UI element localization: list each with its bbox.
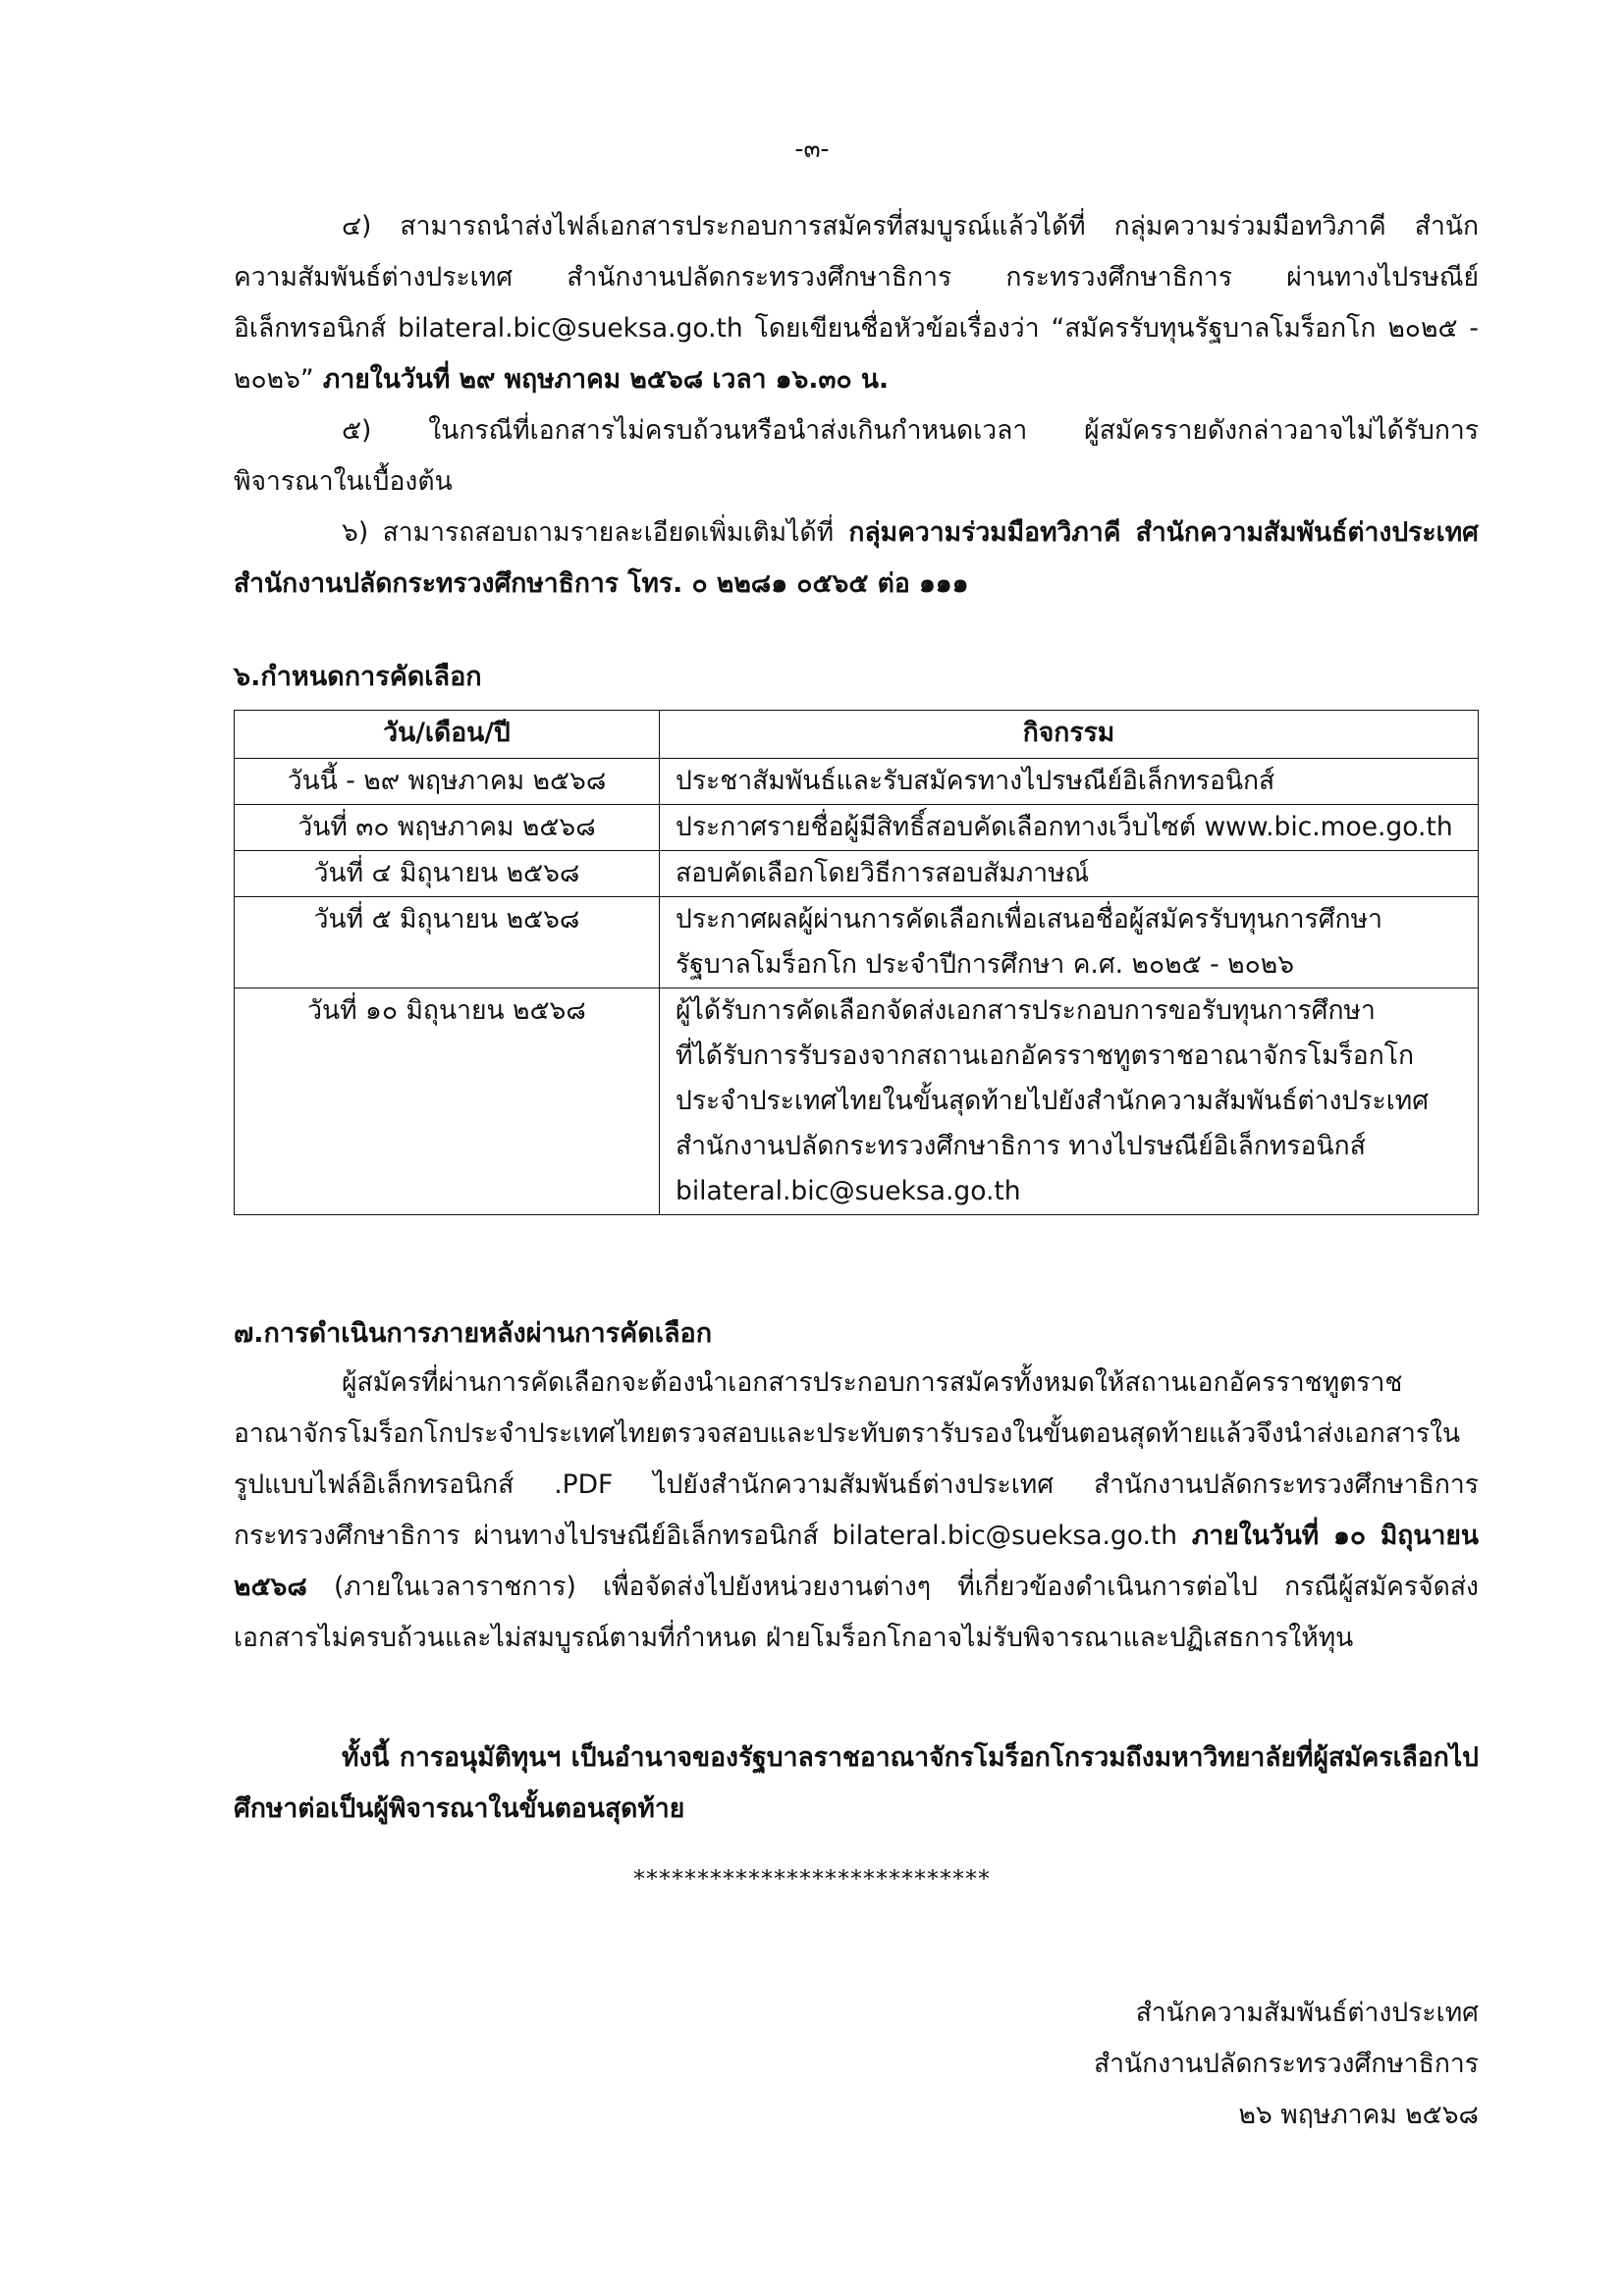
row-activity xyxy=(660,759,1479,805)
activity-line: สำนักงานปลัดกระทรวงศึกษาธิการ ทางไปรษณีย์อิเล็กทรอนิกส์ xyxy=(676,1131,1366,1161)
paragraph-item-4 xyxy=(234,201,1479,405)
activity-line: ประกาศรายชื่อผู้มีสิทธิ์สอบคัดเลือกทางเว็บไซต์ www.bic.moe.go.th xyxy=(676,812,1453,842)
row-activity xyxy=(660,897,1479,988)
activity-line: ที่ได้รับการรับรองจากสถานเอกอัครราชทูตราชอาณาจักรโมร็อกโก xyxy=(676,1041,1415,1071)
activity-line: สอบคัดเลือกโดยวิธีการสอบสัมภาษณ์ xyxy=(676,858,1090,888)
signature-date: ๒๖ พฤษภาคม ๒๕๖๘ xyxy=(1238,2100,1479,2130)
table-row xyxy=(235,897,1479,988)
table-row xyxy=(235,851,1479,897)
signature-ministry: สำนักงานปลัดกระทรวงศึกษาธิการ xyxy=(1093,2049,1479,2079)
closing-text: ทั้งนี้ การอนุมัติทุนฯ เป็นอำนาจของรัฐบาลราชอาณาจักรโมร็อกโกรวมถึงมหาวิทยาลัยที่ผู้สมัครเลือกไปศึกษาต่อเป็นผู้พิจารณาในขั้นตอนสุดท้าย xyxy=(234,1742,1479,1824)
schedule-table xyxy=(234,710,1479,1215)
item4-deadline: ภายในวันที่ ๒๙ พฤษภาคม ๒๕๖๘ เวลา ๑๖.๓๐ น. xyxy=(313,364,890,395)
separator: **************************** xyxy=(633,1865,991,1893)
activity-line: ประกาศผลผู้ผ่านการคัดเลือกเพื่อเสนอชื่อผู้สมัครรับทุนการศึกษา xyxy=(676,904,1382,934)
signature-office: สำนักความสัมพันธ์ต่างประเทศ xyxy=(1135,1998,1479,2028)
column-header-activity: กิจกรรม xyxy=(660,711,1479,759)
table-row xyxy=(235,988,1479,1215)
page-number: -๓- xyxy=(794,134,830,163)
paragraph-item-6 xyxy=(234,507,1479,610)
item6-contact: กลุ่มความร่วมมือทวิภาคี สำนักความสัมพันธ์ต่างประเทศ สำนักงานปลัดกระทรวงศึกษาธิการ โทร. ๐ ๒๒๘๑ ๐๕๖๕ ต่อ ๑๑๑ xyxy=(234,517,1479,599)
row-date: วันที่ ๓๐ พฤษภาคม ๒๕๖๘ xyxy=(235,805,660,851)
signature-block xyxy=(1094,1988,1479,2141)
column-header-date: วัน/เดือน/ปี xyxy=(235,711,660,759)
activity-line: ประจำประเทศไทยในขั้นสุดท้ายไปยังสำนักความสัมพันธ์ต่างประเทศ xyxy=(676,1086,1430,1116)
table-header-row xyxy=(235,711,1479,759)
item5-text: ๕) ในกรณีที่เอกสารไม่ครบถ้วนหรือนำส่งเกินกำหนดเวลา ผู้สมัครรายดังกล่าวอาจไม่ได้รับการพิจารณาในเบื้องต้น xyxy=(234,415,1479,497)
row-date: วันที่ ๔ มิถุนายน ๒๕๖๘ xyxy=(235,851,660,897)
section7-text: ผู้สมัครที่ผ่านการคัดเลือกจะต้องนำเอกสารประกอบการสมัครทั้งหมดให้สถานเอกอัครราชทูตราชอาณาจักรโมร็อกโกประจำประเทศไทยตรวจสอบและประทับตรารับรองในขั้นตอนสุดท้ายแล้วจึงนำส่งเอกสารในรูปแบบไฟล์อิเล็กทรอนิกส์ .PDF ไปยังสำนักความสัมพันธ์ต่างประเทศ สำนักงานปลัดกระทรวงศึกษาธิการ กระทรวงศึกษาธิการ ผ่านทางไปรษณีย์อิเล็กทรอนิกส์ bilateral.bic@sueksa.go.th xyxy=(234,1367,1479,1551)
section7-text-continued: (ภายในเวลาราชการ) เพื่อจัดส่งไปยังหน่วยงานต่างๆ ที่เกี่ยวข้องดำเนินการต่อไป กรณีผู้สมัครจัดส่งเอกสารไม่ครบถ้วนและไม่สมบูรณ์ตามที่กำหนด ฝ่ายโมร็อกโกอาจไม่รับพิจารณาและปฏิเสธการให้ทุน xyxy=(234,1572,1479,1653)
section-7-heading: ๗.การดำเนินการภายหลังผ่านการคัดเลือก xyxy=(234,1318,713,1349)
activity-line: bilateral.bic@sueksa.go.th xyxy=(676,1176,1021,1206)
row-date: วันนี้ - ๒๙ พฤษภาคม ๒๕๖๘ xyxy=(235,759,660,805)
row-activity xyxy=(660,988,1479,1215)
closing-paragraph xyxy=(234,1733,1479,1835)
row-date: วันที่ ๑๐ มิถุนายน ๒๕๖๘ xyxy=(235,988,660,1215)
activity-line: ผู้ได้รับการคัดเลือกจัดส่งเอกสารประกอบการขอรับทุนการศึกษา xyxy=(676,995,1376,1026)
row-activity xyxy=(660,805,1479,851)
activity-line: ประชาสัมพันธ์และรับสมัครทางไปรษณีย์อิเล็กทรอนิกส์ xyxy=(676,766,1275,796)
row-activity xyxy=(660,851,1479,897)
table-row xyxy=(235,759,1479,805)
table-row xyxy=(235,805,1479,851)
section-6-heading: ๖.กำหนดการคัดเลือก xyxy=(234,662,482,692)
section7-deadline: ภายในวันที่ ๑๐ มิถุนายน ๒๕๖๘ xyxy=(234,1521,1479,1602)
paragraph-section-7 xyxy=(234,1358,1479,1664)
activity-line: รัฐบาลโมร็อกโก ประจำปีการศึกษา ค.ศ. ๒๐๒๕ - ๒๐๒๖ xyxy=(676,949,1295,980)
paragraph-item-5 xyxy=(234,405,1479,507)
item6-text: ๖) สามารถสอบถามรายละเอียดเพิ่มเติมได้ที่ xyxy=(342,517,835,548)
row-date: วันที่ ๕ มิถุนายน ๒๕๖๘ xyxy=(235,897,660,988)
item4-text: ๔) สามารถนำส่งไฟล์เอกสารประกอบการสมัครที่สมบูรณ์แล้วได้ที่ กลุ่มความร่วมมือทวิภาคี สำนักความสัมพันธ์ต่างประเทศ สำนักงานปลัดกระทรวงศึกษาธิการ กระทรวงศึกษาธิการ ผ่านทางไปรษณีย์อิเล็กทรอนิกส์ bilateral.bic@sueksa.go.th โดยเขียนชื่อหัวข้อเรื่องว่า “สมัครรับทุนรัฐบาลโมร็อกโก ๒๐๒๕ - ๒๐๒๖” xyxy=(234,211,1479,395)
